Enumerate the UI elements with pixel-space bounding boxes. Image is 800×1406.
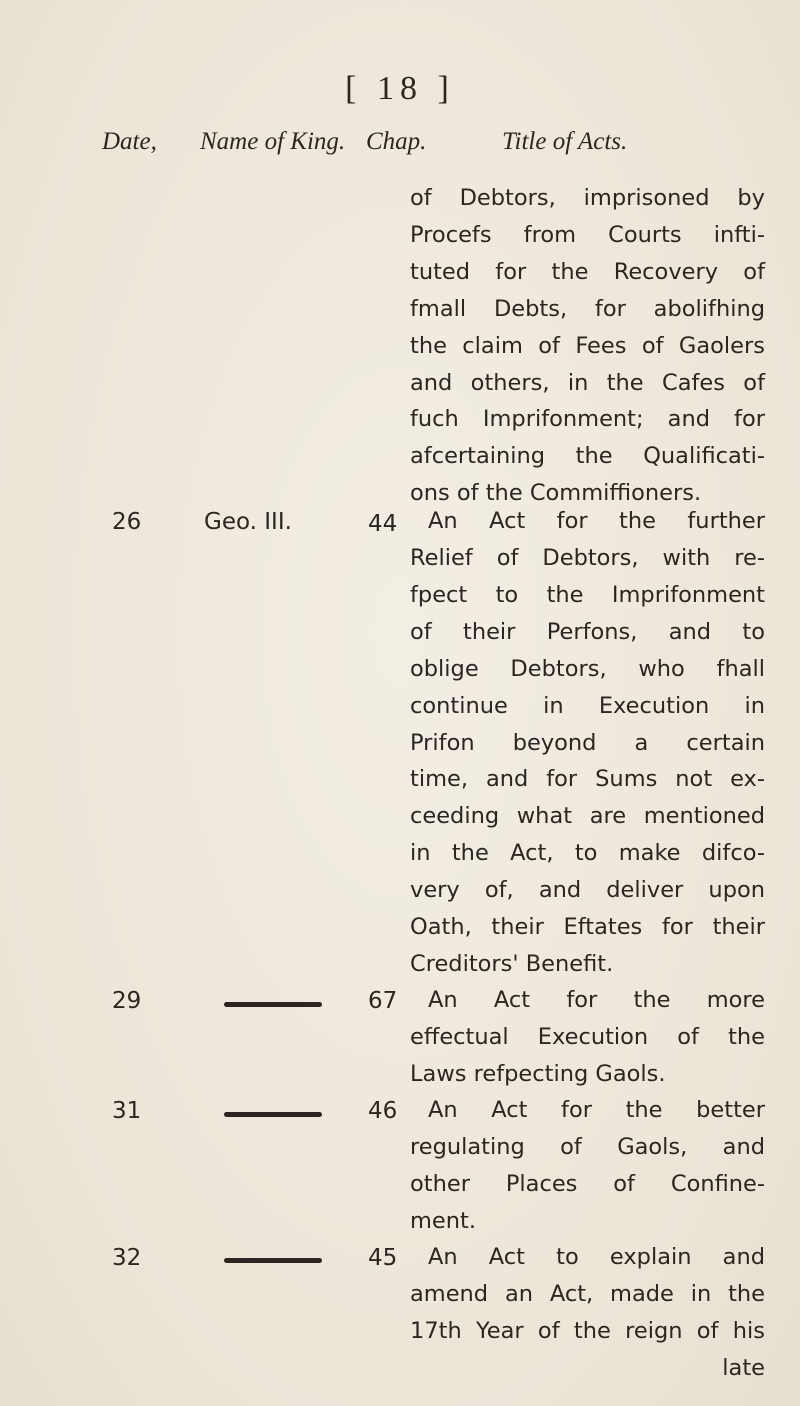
text-line: effectual Execution of the [410,1024,765,1050]
text-line: Prifon beyond a certain [410,729,765,756]
text-line: ment. [410,1207,476,1234]
entry-date: 29 [112,988,142,1014]
text-line: late [722,1354,765,1381]
text-line: oblige Debtors, who fhall [410,655,765,682]
text-line: Relief of Debtors, with re- [410,545,765,571]
text-line: fpect to the Imprifonment [410,581,765,608]
text-line: Oath, their Eftates for their [410,914,765,941]
entry-chapter: 44 [368,511,398,537]
text-line: An Act for the more [428,987,765,1013]
text-line: An Act for the better [428,1097,765,1123]
text-line: 17th Year of the reign of his [410,1317,765,1344]
text-line: ons of the Commiffioners. [410,480,702,507]
text-line: other Places of Confine- [410,1170,765,1197]
ditto-mark [224,1002,322,1007]
text-line: Creditors' Benefit. [410,950,614,977]
text-line: and others, in the Cafes of [410,369,765,396]
text-line: fuch Imprifonment; and for [410,406,765,433]
ditto-mark [224,1112,322,1117]
text-line: the claim of Fees of Gaolers [410,332,765,359]
text-line: afcertaining the Qualificati- [410,443,765,470]
text-line: of Debtors, imprisoned by [410,185,765,211]
entry-chapter: 67 [368,988,398,1014]
entry-date: 32 [112,1245,142,1271]
entry-title-text [410,1276,765,1387]
entry-title-text [410,540,765,983]
entry-king: Geo. III. [204,509,292,535]
entry-chapter: 45 [368,1245,398,1271]
entry-chapter: 46 [368,1098,398,1124]
text-line: Procefs from Courts infti- [410,221,765,248]
continuation-text [410,180,765,512]
text-line: fmall Debts, for abolifhing [410,295,765,322]
ditto-mark [224,1258,322,1263]
text-line: of their Perfons, and to [410,618,765,645]
entry-title-text [410,1019,765,1093]
text-line: tuted for the Recovery of [410,258,765,285]
text-line: regulating of Gaols, and [410,1134,765,1160]
text-line: continue in Execution in [410,692,765,719]
header-date: Date, [102,128,157,155]
text-line: very of, and deliver upon [410,877,765,904]
entry-title-first-line [428,1239,765,1276]
text-line: Laws refpecting Gaols. [410,1060,666,1087]
page-number: [ 18 ] [345,70,455,107]
header-title-of-acts: Title of Acts. [502,128,628,155]
text-line: time, and for Sums not ex- [410,766,765,793]
header-chapter: Chap. [366,128,427,155]
text-line: ceeding what are mentioned [410,803,765,830]
entry-title-first-line [428,982,765,1019]
entry-title-text [410,1129,765,1240]
column-headers [0,128,800,168]
text-line: in the Act, to make difco- [410,840,765,867]
entry-date: 26 [112,509,142,535]
entry-title-first-line [428,503,765,540]
entry-date: 31 [112,1098,142,1124]
header-name-of-king: Name of King. [200,128,346,155]
text-line: amend an Act, made in the [410,1281,765,1307]
text-line: An Act for the further [428,508,765,534]
entry-title-first-line [428,1092,765,1129]
text-line: An Act to explain and [428,1244,765,1270]
